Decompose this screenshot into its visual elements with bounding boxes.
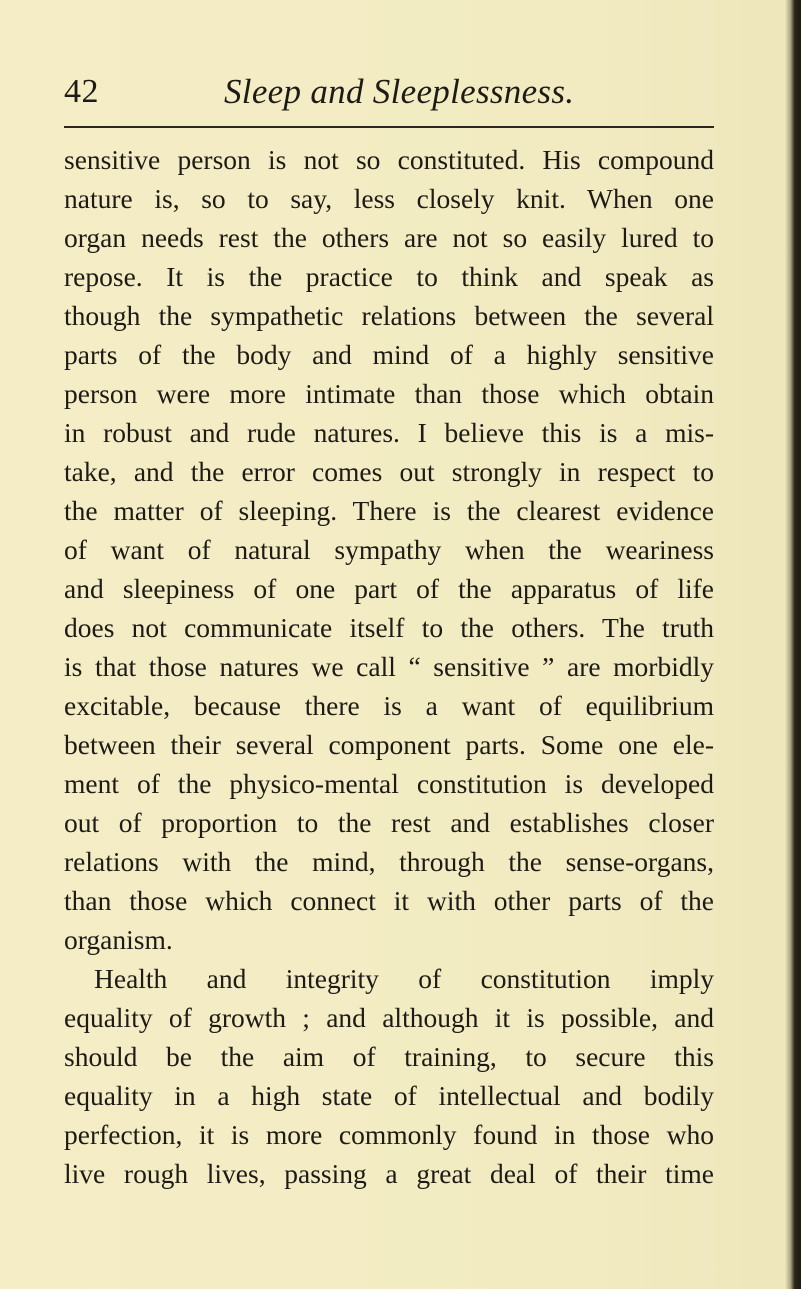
text-line: ment of the physico-mental constitution is developed [64, 768, 714, 799]
text-line: the matter of sleeping. There is the clearest evidence [64, 495, 714, 526]
text-line: perfection, it is more commonly found in those who [64, 1119, 714, 1150]
text-line: person were more intimate than those which obtain [64, 378, 714, 409]
page-number: 42 [64, 73, 99, 110]
page-header [64, 70, 714, 120]
text-line: nature is, so to say, less closely knit. When one [64, 183, 714, 214]
running-title: Sleep and Sleeplessness. [224, 72, 575, 111]
text-line: excitable, because there is a want of equilibrium [64, 690, 714, 721]
text-line: between their several component parts. Some one ele- [64, 729, 714, 760]
text-line: does not communicate itself to the others. The truth [64, 612, 714, 643]
text-line: take, and the error comes out strongly in respect to [64, 456, 714, 487]
text-line: in robust and rude natures. I believe this is a mis- [64, 417, 714, 448]
text-line: out of proportion to the rest and establishes closer [64, 807, 714, 838]
text-line: organ needs rest the others are not so easily lured to [64, 222, 714, 253]
text-line: should be the aim of training, to secure this [64, 1041, 714, 1072]
text-line: is that those natures we call “ sensitive ” are morbidly [64, 651, 714, 682]
header-rule [64, 126, 714, 128]
text-line: sensitive person is not so constituted. His compound [64, 144, 714, 175]
text-line: though the sympathetic relations between the several [64, 300, 714, 331]
text-line: repose. It is the practice to think and speak as [64, 261, 714, 292]
text-line: equality in a high state of intellectual and bodily [64, 1080, 714, 1111]
text-line: parts of the body and mind of a highly sensitive [64, 339, 714, 370]
text-line: and sleepiness of one part of the apparatus of life [64, 573, 714, 604]
text-line: equality of growth ; and although it is possible, and [64, 1002, 714, 1033]
text-line: live rough lives, passing a great deal of their time [64, 1158, 714, 1189]
paragraph-start-line: Health and integrity of constitution imply [94, 963, 714, 994]
page-edge-shadow [785, 0, 801, 1289]
body-text [64, 140, 714, 1193]
text-line: relations with the mind, through the sense-organs, [64, 846, 714, 877]
text-line: than those which connect it with other parts of the [64, 885, 714, 916]
text-line: of want of natural sympathy when the weariness [64, 534, 714, 565]
paragraph-end-line: organism. [64, 924, 173, 955]
